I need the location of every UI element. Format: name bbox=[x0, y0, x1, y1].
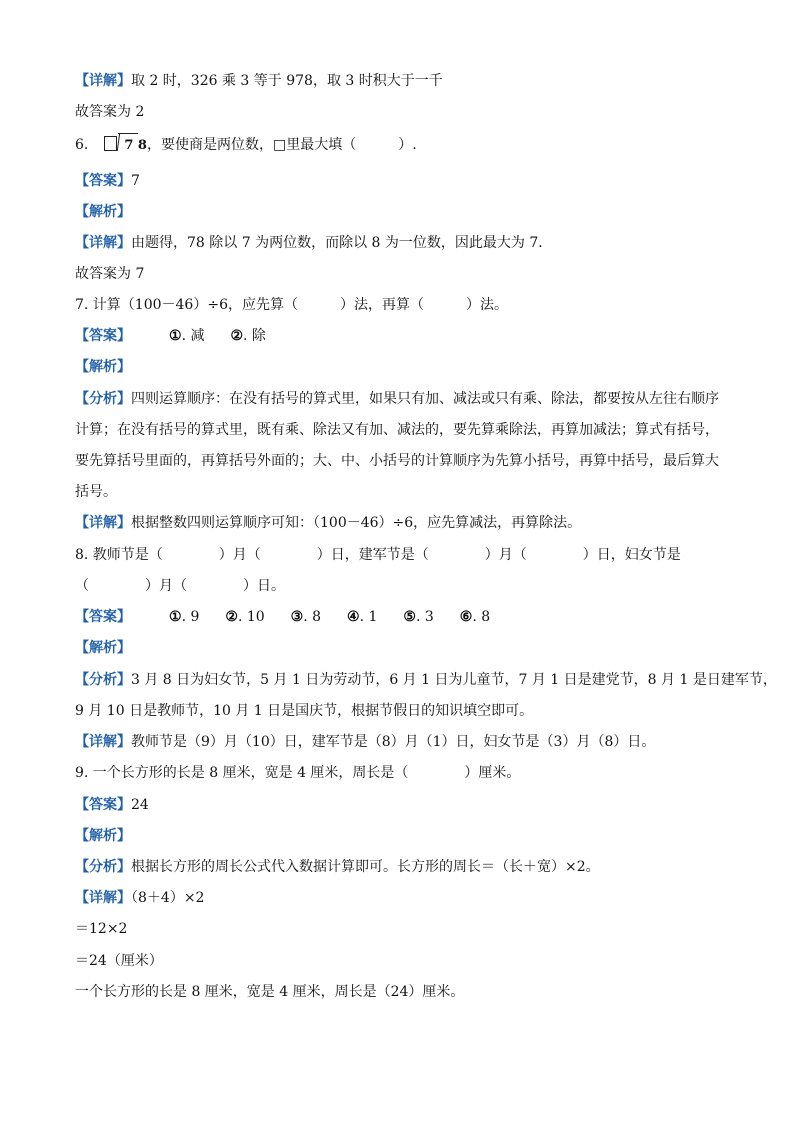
analysis-line bbox=[75, 450, 719, 472]
question-text: 7. 计算（100－46）÷6，应先算（ ）法，再算（ ）法。 bbox=[75, 297, 508, 313]
blank-box-icon bbox=[104, 136, 117, 151]
question-text: （ ）月（ ）日。 bbox=[75, 578, 285, 594]
analysis-text: 四则运算顺序：在没有括号的算式里，如果只有加、减法或只有乘、除法，都要按从左往右顺序 bbox=[131, 391, 719, 407]
circled-number: ⑤ bbox=[403, 609, 416, 625]
detail-label: 【详解】 bbox=[75, 890, 131, 906]
question-8-continued bbox=[75, 575, 285, 597]
conclusion-text: 一个长方形的长是 8 厘米，宽是 4 厘米，周长是（24）厘米。 bbox=[75, 984, 465, 1000]
answer-value: . 3 bbox=[415, 609, 434, 625]
analysis-text: 根据长方形的周长公式代入数据计算即可。长方形的周长＝（长＋宽）×2。 bbox=[131, 859, 600, 875]
analysis-heading bbox=[75, 356, 131, 378]
circled-number: ① bbox=[169, 609, 182, 625]
analysis-label: 【解析】 bbox=[75, 828, 131, 844]
analysis-line bbox=[75, 419, 719, 441]
answer-value: . 8 bbox=[472, 609, 491, 625]
analysis-text: 括号。 bbox=[75, 484, 117, 500]
circled-number: ② bbox=[230, 328, 244, 344]
analysis-line bbox=[75, 669, 777, 691]
analysis-label: 【解析】 bbox=[75, 359, 131, 375]
answer-conclusion bbox=[75, 263, 144, 285]
analysis-heading bbox=[75, 201, 131, 223]
answer-text: 7 bbox=[131, 173, 140, 189]
detail-text: 根据整数四则运算顺序可知：（100－46）÷6，应先算减法，再算除法。 bbox=[131, 515, 582, 531]
calculation-step bbox=[75, 918, 127, 940]
answer-value: . 除 bbox=[243, 328, 266, 344]
conclusion-text: 故答案为 2 bbox=[75, 104, 145, 120]
detail-label: 【详解】 bbox=[75, 235, 131, 251]
calculation-text: ＝24（厘米） bbox=[75, 953, 163, 969]
analysis-label: 【解析】 bbox=[75, 640, 131, 656]
question-9 bbox=[75, 762, 520, 784]
answer-value: . 1 bbox=[359, 609, 378, 625]
analysis-sub-label: 【分析】 bbox=[75, 859, 131, 875]
detail-text: （8＋4）×2 bbox=[131, 890, 205, 906]
analysis-text: 9 月 10 日是教师节，10 月 1 日是国庆节，根据节假日的知识填空即可。 bbox=[75, 703, 534, 719]
analysis-label: 【解析】 bbox=[75, 204, 131, 220]
detail-text: 教师节是（9）月（10）日，建军节是（8）月（1）日，妇女节是（3）月（8）日。 bbox=[131, 734, 656, 750]
detail-line bbox=[75, 887, 204, 909]
answer-value: . 9 bbox=[181, 609, 200, 625]
detail-line bbox=[75, 232, 552, 254]
detail-label: 【详解】 bbox=[75, 734, 131, 750]
detail-text: 由题得，78 除以 7 为两位数，而除以 8 为一位数，因此最大为 7． bbox=[131, 235, 553, 251]
circled-number: ⑥ bbox=[459, 609, 473, 625]
detail-line bbox=[75, 512, 581, 534]
circled-number: ③ bbox=[290, 609, 304, 625]
detail-label: 【详解】 bbox=[75, 515, 131, 531]
question-text: 9. 一个长方形的长是 8 厘米，宽是 4 厘米，周长是（ ）厘米。 bbox=[75, 765, 521, 781]
conclusion-text: 故答案为 7 bbox=[75, 266, 145, 282]
question-8 bbox=[75, 544, 681, 566]
answer-line bbox=[75, 606, 490, 628]
answer-text: 24 bbox=[131, 797, 149, 813]
analysis-text: 3 月 8 日为妇女节，5 月 1 日为劳动节，6 月 1 日为儿童节，7 月 1 日是建党节，8 月 1 是日建军节， bbox=[131, 672, 777, 688]
conclusion-line bbox=[75, 981, 464, 1003]
detail-label: 【详解】 bbox=[75, 73, 131, 89]
answer-line bbox=[75, 325, 266, 347]
question-6 bbox=[75, 134, 417, 157]
detail-line bbox=[75, 731, 655, 753]
analysis-text: 计算；在没有括号的算式里，既有乘、除法又有加、减法的，要先算乘除法，再算加减法；算式有括号， bbox=[75, 422, 719, 438]
answer-value: . 8 bbox=[303, 609, 322, 625]
answer-conclusion bbox=[75, 101, 144, 123]
analysis-line bbox=[75, 700, 533, 722]
calculation-text: ＝12×2 bbox=[75, 921, 128, 937]
detail-line bbox=[75, 70, 443, 92]
analysis-heading bbox=[75, 825, 131, 847]
answer-label: 【答案】 bbox=[75, 609, 131, 625]
question-number: 6. bbox=[75, 137, 89, 153]
analysis-text: 要先算括号里面的，再算括号外面的；大、中、小括号的计算顺序为先算小括号，再算中括号，最后算大 bbox=[75, 453, 719, 469]
analysis-heading bbox=[75, 637, 131, 659]
long-division-dividend: 7 8 bbox=[118, 135, 147, 157]
answer-value: . 减 bbox=[181, 328, 205, 344]
answer-label: 【答案】 bbox=[75, 173, 131, 189]
answer-line bbox=[75, 794, 149, 816]
answer-line bbox=[75, 170, 140, 192]
answer-value: . 10 bbox=[237, 609, 265, 625]
question-7 bbox=[75, 294, 508, 316]
circled-number: ④ bbox=[347, 609, 360, 625]
question-text: 8. 教师节是（ ）月（ ）日，建军节是（ ）月（ ）日，妇女节是 bbox=[75, 547, 681, 563]
analysis-sub-label: 【分析】 bbox=[75, 672, 131, 688]
circled-number: ① bbox=[169, 328, 182, 344]
analysis-line bbox=[75, 856, 600, 878]
answer-label: 【答案】 bbox=[75, 797, 131, 813]
answer-label: 【答案】 bbox=[75, 328, 131, 344]
detail-text: 取 2 时，326 乘 3 等于 978，取 3 时积大于一千 bbox=[131, 73, 443, 89]
analysis-line bbox=[75, 388, 719, 410]
calculation-step bbox=[75, 950, 163, 972]
question-text: ，要使商是两位数，□里最大填（ ）. bbox=[146, 137, 417, 153]
analysis-sub-label: 【分析】 bbox=[75, 391, 131, 407]
circled-number: ② bbox=[225, 609, 238, 625]
analysis-line bbox=[75, 481, 117, 503]
